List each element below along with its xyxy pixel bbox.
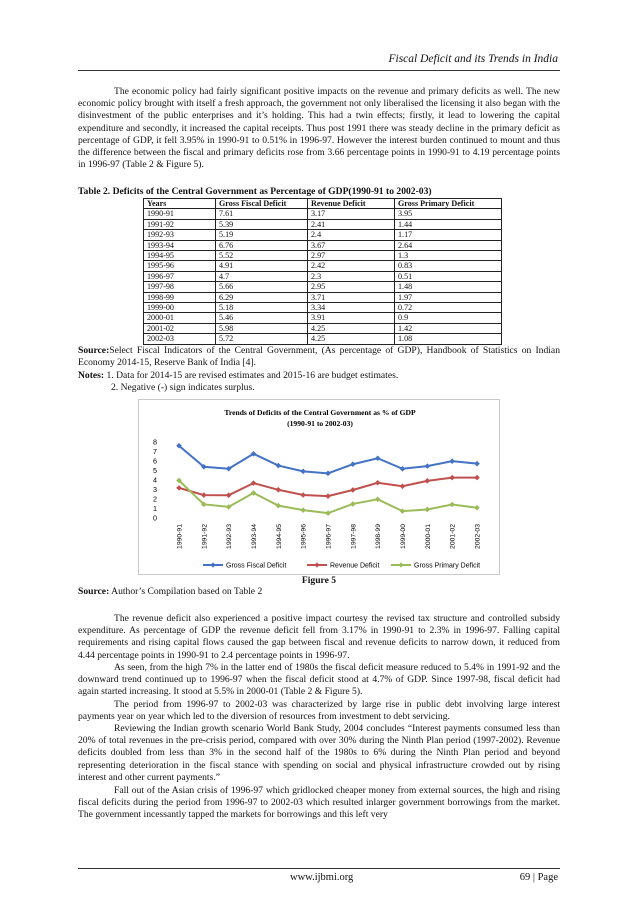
data-point [276,487,282,493]
data-point [325,471,331,477]
table-cell: 5.46 [216,313,308,323]
table-cell: 4.25 [308,323,395,333]
data-point [201,492,207,498]
table-row [144,251,502,261]
table-cell: 1994-95 [144,251,216,261]
legend-label: Gross Fiscal Deficit [226,562,287,570]
table-body [144,209,502,344]
data-point [350,461,356,467]
x-tick-label: 1995-96 [300,524,308,549]
table-cell: 5.19 [216,230,308,240]
y-tick-label: 5 [153,466,157,475]
note-1: 1. Data for 2014-15 are revised estimates and 2015-16 are budget estimates. [104,370,399,381]
data-point [425,507,431,513]
source-text: Select Fiscal Indicators of the Central Government, (As percentage of GDP), Handbook of Statistics on Indian Economy 2014-15, Reserve Bank of India [4]. [78,345,560,369]
table-cell: 2002-03 [144,334,216,344]
table-cell: 6.76 [216,240,308,250]
chart-svg [139,400,501,576]
footer-site: www.ijbmi.org [290,872,354,883]
deficit-trends-chart [138,399,500,575]
table-cell: 1991-92 [144,219,216,229]
y-tick-label: 1 [153,504,157,513]
table-row [144,240,502,250]
table-cell: 0.51 [395,271,502,281]
footer-page-number: 69 | Page [519,872,558,883]
table-cell: 4.25 [308,334,395,344]
data-point [400,483,406,489]
table-cell: 2.95 [308,282,395,292]
notes-label: Notes: [78,370,105,381]
table-cell: 6.29 [216,292,308,302]
data-point [350,501,356,507]
data-point [375,455,381,461]
x-tick-label: 2001-02 [449,524,457,549]
table-row [144,209,502,219]
table-cell: 3.34 [308,303,395,313]
table-cell: 0.72 [395,303,502,313]
table-cell: 5.66 [216,282,308,292]
x-tick-label: 1990-91 [176,524,184,549]
figure-caption: Figure 5 [301,575,337,586]
data-point [400,466,406,472]
footer-rule [78,868,560,869]
table-cell: 1990-91 [144,209,216,219]
table-cell: 1993-94 [144,240,216,250]
data-point [300,492,306,498]
figure-source [78,586,262,597]
table-row [144,271,502,281]
table-header-row [144,199,502,209]
table-cell: 2.97 [308,251,395,261]
paragraph-asian-crisis: Fall out of the Asian crisis of 1996-97 which gridlocked cheaper money from external sources, the high and rising fiscal deficits during the period from 1996-97 to 2002-03 which resulted inlarger government borrowings from the market. The government incessantly tapped the markets for borrowings and this left very [78,785,560,821]
table-cell: 1.08 [395,334,502,344]
paragraph-revenue-deficit: The revenue deficit also experienced a positive impact courtesy the revised tax structure and controlled subsidy expenditure. As percentage of GDP the revenue deficit fell from 3.17% in 1990-91 to 2.3% in 1996-97. Falling capital requirements and rising capital flows caused the gap between fiscal and revenue deficits to narrow down, it reduced from 4.44 percentage points in 1990-91 to 2.4 percentage points in 1996-97. [78,613,560,661]
chart-subtitle: (1990-91 to 2002-03) [287,419,353,428]
data-point [474,505,480,511]
table-cell: 3.91 [308,313,395,323]
data-point [425,463,431,469]
figure-source-label: Source: [78,586,110,597]
header-rule [78,70,560,71]
table-cell: 5.72 [216,334,308,344]
table-cell: 1.44 [395,219,502,229]
table-row [144,261,502,271]
table-cell: 1995-96 [144,261,216,271]
table-cell: 2.42 [308,261,395,271]
table-cell: 1.97 [395,292,502,302]
data-point [449,458,455,464]
x-tick-label: 1999-00 [400,524,407,549]
legend-marker [314,562,319,567]
table-cell: 1997-98 [144,282,216,292]
table-cell: 5.52 [216,251,308,261]
table-row [144,313,502,323]
note-2: 2. Negative (-) sign indicates surplus. [111,382,255,394]
data-point [375,480,381,486]
legend-marker [210,562,215,567]
table-cell: 1999-00 [144,303,216,313]
chart-title: Trends of Deficits of the Central Government as % of GDP [224,408,416,417]
running-title: Fiscal Deficit and its Trends in India [388,53,558,65]
data-point [325,510,331,516]
source-label: Source: [78,345,110,356]
figure-source-text: Author’s Compilation based on Table 2 [109,586,263,597]
table-cell: 2.4 [308,230,395,240]
y-tick-label: 7 [153,447,157,456]
table-cell: 4.91 [216,261,308,271]
x-tick-label: 1998-99 [375,524,383,549]
x-tick-label: 1992-93 [226,524,234,549]
table-cell: 1.17 [395,230,502,240]
table-row [144,323,502,333]
table-cell: 1992-93 [144,230,216,240]
y-tick-label: 6 [153,456,157,466]
table-row [144,334,502,344]
table-cell: 0.83 [395,261,502,271]
table-cell: 3.95 [395,209,502,219]
header-years: Years [144,199,216,209]
table-cell: 3.17 [308,209,395,219]
x-tick-label: 1993-94 [251,524,258,549]
data-point [474,475,480,481]
x-tick-label: 2000-01 [424,524,432,549]
legend-marker [398,562,403,567]
header-gross-fiscal-deficit: Gross Fiscal Deficit [216,199,308,209]
table-row [144,292,502,302]
table-row [144,303,502,313]
paragraph-public-debt: The period from 1996-97 to 2002-03 was characterized by large rise in public debt involving large interest payments year on year which led to the diversion of resources from investment to debt servicing. [78,699,560,723]
table-cell: 4.7 [216,271,308,281]
table-cell: 1998-99 [144,292,216,302]
x-tick-label: 1994-95 [275,524,283,549]
table-cell: 1996-97 [144,271,216,281]
data-point [449,502,455,508]
data-point [474,461,480,467]
table-cell: 5.98 [216,323,308,333]
x-tick-label: 1996-97 [325,524,333,549]
data-point [300,469,306,475]
table-cell: 2000-01 [144,313,216,323]
data-point [449,475,455,481]
legend-label: Gross Primary Deficit [414,562,481,570]
table-notes [78,370,398,394]
table-cell: 5.39 [216,219,308,229]
table-caption: Table 2. Deficits of the Central Government as Percentage of GDP(1990-91 to 2002-03) [78,186,432,197]
table-row [144,230,502,240]
table-cell: 7.61 [216,209,308,219]
x-tick-label: 1991-92 [201,524,209,549]
x-tick-label: 1997-98 [350,524,358,549]
table-cell: 0.9 [395,313,502,323]
table-cell: 5.18 [216,303,308,313]
y-tick-label: 0 [153,513,157,523]
data-point [350,487,356,493]
table-row [144,219,502,229]
table-row [144,282,502,292]
table-cell: 3.67 [308,240,395,250]
data-point [300,507,306,513]
table-cell: 1.48 [395,282,502,292]
paragraph-fiscal-trend: As seen, from the high 7% in the latter end of 1980s the fiscal deficit measure reduced to 5.4% in 1991-92 and the downward trend continued up to 1996-97 when the fiscal deficit stood at 4.7% of GDP. Since 1997-98, fiscal deficit had again started increasing. It stood at 5.5% in 2000-01 (Table 2 & Figure 5). [78,662,560,698]
x-tick-label: 2002-03 [474,524,482,549]
y-tick-label: 3 [153,485,157,494]
header-gross-primary-deficit: Gross Primary Deficit [395,199,502,209]
table-source [78,345,560,369]
table-cell: 3.71 [308,292,395,302]
table-cell: 2001-02 [144,323,216,333]
table-cell: 2.64 [395,240,502,250]
y-tick-label: 2 [153,494,157,504]
y-tick-label: 8 [153,437,157,447]
paragraph-primary-deficit: The economic policy had fairly significant positive impacts on the revenue and primary deficits as well. The new economic policy brought with itself a fresh approach, the government not only liberalised the licensing it also began with the disinvestment of the public enterprises and it’s holding. This had a twin effects; firstly, it lead to lowering the capital expenditure and secondly, it increased the capital receipts. Thus post 1991 there was steady decline in the primary deficit as percentage of GDP, it fell 3.95% in 1990-91 to 0.51% in 1996-97. However the interest burden continued to mount and thus the difference between the fiscal and primary deficits rose from 3.66 percentage points in 1990-91 to 4.19 percentage points in 1996-97 (Table 2 & Figure 5). [78,86,560,171]
table-cell: 1.42 [395,323,502,333]
legend-label: Revenue Deficit [330,562,380,570]
table-cell: 2.41 [308,219,395,229]
data-point [425,478,431,484]
deficits-table [143,198,502,345]
header-revenue-deficit: Revenue Deficit [308,199,395,209]
data-point [325,493,331,499]
table-cell: 1.3 [395,251,502,261]
data-point [176,485,182,491]
table-cell: 2.3 [308,271,395,281]
y-tick-label: 4 [153,475,157,485]
series-line [179,446,477,474]
paragraph-world-bank: Reviewing the Indian growth scenario World Bank Study, 2004 concludes “Interest payments consumed less than 20% of total revenues in the pre-crisis period, compared with over 30% during the Ninth Plan period (1997-2002). Revenue deficits doubled from less than 3% in the second half of the 1980s to 6% during the Ninth Plan period and beyond representing deterioration in the fiscal stance with spending on social and physical infrastructure crowded out by rising interest and other current payments.” [78,723,560,783]
